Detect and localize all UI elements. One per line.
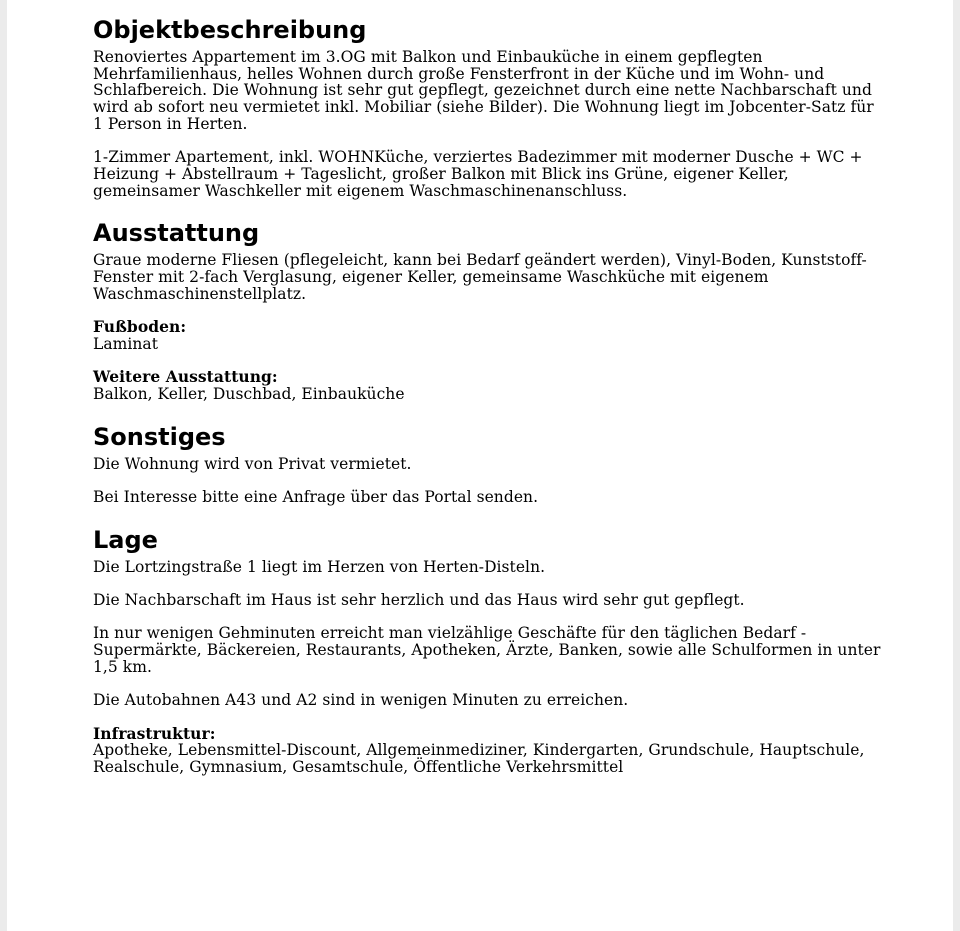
section-heading: Sonstiges	[93, 422, 226, 451]
section-sonstiges	[93, 423, 883, 506]
section-ausstattung	[93, 219, 883, 402]
section-heading: Ausstattung	[93, 219, 260, 248]
section-objektbeschreibung	[93, 16, 883, 199]
paragraph: Die Autobahnen A43 und A2 sind in wenigen Minuten zu erreichen.	[93, 691, 629, 710]
field-value: Laminat	[93, 334, 158, 353]
field-label: Weitere Ausstattung:	[93, 367, 278, 387]
field-value: Balkon, Keller, Duschbad, Einbauküche	[93, 384, 405, 403]
field-weitere-ausstattung	[93, 369, 883, 402]
paragraph: 1-Zimmer Apartement, inkl. WOHNKüche, verziertes Badezimmer mit moderner Dusche + WC + Heizung + Abstellraum + Tageslicht, großer Balkon mit Blick ins Grüne, eigener Keller, gemeinsamer Waschkeller mit eigenem Waschmaschinenanschluss.	[93, 148, 863, 200]
field-label: Infrastruktur:	[93, 723, 216, 743]
field-fussboden	[93, 319, 883, 352]
section-lage	[93, 526, 883, 776]
field-value: Apotheke, Lebensmittel-Discount, Allgemeinmediziner, Kindergarten, Grundschule, Hauptschule, Realschule, Gymnasium, Gesamtschule, Öffentliche Verkehrsmittel	[93, 741, 865, 777]
paragraph: Bei Interesse bitte eine Anfrage über das Portal senden.	[93, 488, 539, 506]
paragraph: Renoviertes Appartement im 3.OG mit Balkon und Einbauküche in einem gepflegten Mehrfamilienhaus, helles Wohnen durch große Fensterfront in der Küche und im Wohn- und Schlafbereich. Die Wohnung ist sehr gut gepflegt, gezeichnet durch eine nette Nachbarschaft und wird ab sofort neu vermietet inkl. Mobiliar (siehe Bilder). Die Wohnung liegt im Jobcenter-Satz für 1 Person in Herten.	[93, 48, 874, 133]
section-heading: Lage	[93, 525, 158, 554]
paragraph: Graue moderne Fliesen (pflegeleicht, kann bei Bedarf geändert werden), Vinyl-Boden, Kunststoff-Fenster mit 2-fach Verglasung, eigener Keller, gemeinsame Waschküche mit eigenem Waschmaschinenstellplatz.	[93, 251, 867, 303]
paragraph: Die Wohnung wird von Privat vermietet.	[93, 454, 412, 473]
paragraph: Die Nachbarschaft im Haus ist sehr herzlich und das Haus wird sehr gut gepflegt.	[93, 591, 745, 610]
section-heading: Objektbeschreibung	[93, 16, 367, 44]
listing-description	[93, 16, 883, 792]
paragraph: Die Lortzingstraße 1 liegt im Herzen von Herten-Disteln.	[93, 557, 546, 576]
field-infrastruktur	[93, 723, 883, 777]
document-page	[7, 0, 953, 931]
paragraph: In nur wenigen Gehminuten erreicht man vielzählige Geschäfte für den täglichen Bedarf - Supermärkte, Bäckereien, Restaurants, Apotheken, Ärzte, Banken, sowie alle Schulformen in unter 1,5 km.	[93, 624, 881, 676]
field-label: Fußboden:	[93, 317, 187, 337]
